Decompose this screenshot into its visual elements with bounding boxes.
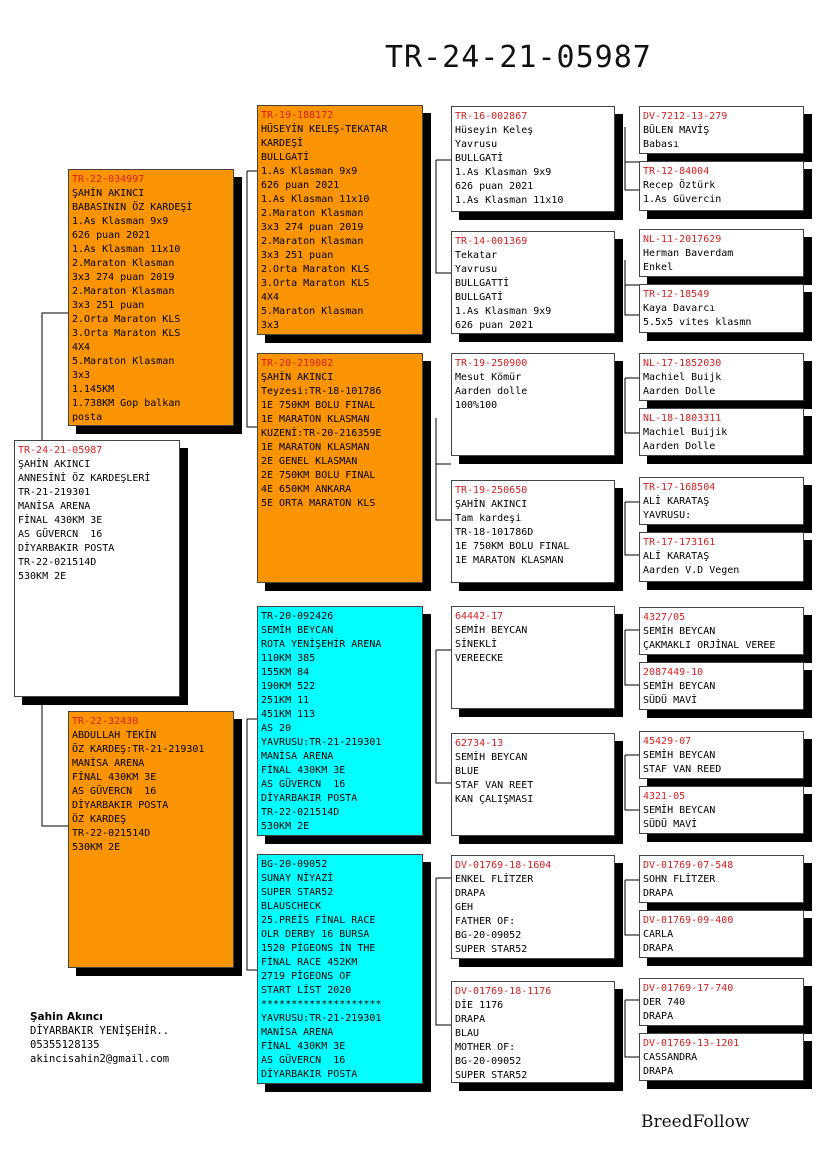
box-line: DİE 1176: [455, 1000, 504, 1011]
box-line: 1.145KM: [72, 384, 115, 395]
box-line: DRAPA: [643, 1066, 674, 1077]
box-line: 3x3 251 puan: [261, 250, 334, 261]
box-line: 1E 750KM BOLU FINAL: [261, 400, 376, 411]
box-line: Aarden dolle: [455, 386, 528, 397]
box-line: CASSANDRA: [643, 1052, 698, 1063]
box-line: TR-22-021514D: [72, 828, 151, 839]
box-line: BLAU: [455, 1028, 480, 1039]
pedigree-box-g6[interactable]: [639, 408, 804, 456]
box-line: ALİ KARATAŞ: [643, 496, 710, 507]
ring-number: DV-01769-18-1176: [455, 986, 552, 997]
pedigree-box-g4[interactable]: [639, 284, 804, 333]
box-line: Enkel: [643, 262, 674, 273]
ring-number: 62734-13: [455, 738, 504, 749]
ring-number: 4321-05: [643, 791, 686, 802]
box-line: DRAPA: [455, 1014, 486, 1025]
box-line: ŞAHİN AKINCI: [18, 459, 91, 470]
pedigree-box-ssd[interactable]: [451, 231, 615, 334]
box-line: 1.738KM Gop balkan: [72, 398, 181, 409]
pedigree-box-dsd[interactable]: [451, 733, 615, 836]
box-line: DİYARBAKIR POSTA: [261, 793, 358, 804]
box-line: SOHN FLİTZER: [643, 874, 716, 885]
box-line: 1.As Klasman 11x10: [455, 195, 564, 206]
pedigree-box-sdd[interactable]: [451, 480, 615, 583]
box-line: Machiel Buijik: [643, 427, 728, 438]
box-line: 5.Maraton Klasman: [72, 356, 175, 367]
box-line: MANİSA ARENA: [72, 758, 145, 769]
box-line: KAN ÇALIŞMASI: [455, 794, 534, 805]
box-line: FATHER OF:: [455, 916, 516, 927]
pedigree-box-subject[interactable]: [14, 440, 180, 697]
pedigree-box-g9[interactable]: [639, 607, 804, 655]
ring-number: TR-24-21-05987: [18, 445, 103, 456]
box-line: Mesut Kömür: [455, 372, 522, 383]
box-line: MANİSA ARENA: [18, 501, 91, 512]
box-line: Teyzesi:TR-18-101786: [261, 386, 382, 397]
box-line: Hüseyin Keleş: [455, 125, 534, 136]
box-line: TR-21-219301: [18, 487, 91, 498]
ring-number: TR-22-034997: [72, 174, 145, 185]
pedigree-box-g12[interactable]: [639, 786, 804, 834]
box-line: DRAPA: [643, 888, 674, 899]
box-line: 2.Maraton Klasman: [261, 236, 364, 247]
box-line: 5.Maraton Klasman: [261, 306, 364, 317]
pedigree-box-dam-dam[interactable]: [257, 854, 423, 1084]
box-line: DİYARBAKIR POSTA: [261, 1069, 358, 1080]
box-line: BLAUSCHECK: [261, 901, 322, 912]
ring-number: DV-01769-13-1201: [643, 1038, 740, 1049]
owner-phone: 05355128135: [30, 1039, 100, 1051]
box-line: 530KM 2E: [18, 571, 67, 582]
owner-name: Şahin Akıncı: [30, 1011, 103, 1023]
box-line: YAVRUSU:TR-21-219301: [261, 737, 382, 748]
box-line: 110KM 385: [261, 653, 316, 664]
pedigree-box-g15[interactable]: [639, 978, 804, 1026]
ring-number: TR-19-250900: [455, 358, 528, 369]
ring-number: TR-12-18549: [643, 289, 710, 300]
ring-number: TR-17-168504: [643, 482, 716, 493]
box-line: 25.PREİS FİNAL RACE: [261, 915, 376, 926]
box-line: ÖZ KARDEŞ: [72, 814, 127, 825]
box-line: 1E MARATON KLASMAN: [455, 555, 564, 566]
ring-number: TR-22-32430: [72, 716, 139, 727]
box-line: FİNAL RACE 452KM: [261, 957, 358, 968]
box-line: ÖZ KARDEŞ:TR-21-219301: [72, 744, 205, 755]
box-line: TR-22-021514D: [261, 807, 340, 818]
ring-number: TR-14-001369: [455, 236, 528, 247]
box-line: SUPER STAR52: [261, 887, 334, 898]
ring-number: TR-16-002867: [455, 111, 528, 122]
box-line: ŞAHİN AKINCI: [72, 188, 145, 199]
box-line: STAF VAN REED: [643, 764, 722, 775]
box-line: 2E GENEL KLASMAN: [261, 456, 358, 467]
box-line: 3x3 274 puan 2019: [72, 272, 175, 283]
box-line: 3x3 274 puan 2019: [261, 222, 364, 233]
ring-number: NL-11-2017629: [643, 234, 722, 245]
box-line: Babası: [643, 139, 680, 150]
box-line: BULLGATTİ: [455, 278, 510, 289]
box-line: ********************: [261, 999, 382, 1010]
ring-number: TR-19-188172: [261, 110, 334, 121]
box-line: 2.Maraton Klasman: [72, 286, 175, 297]
box-line: BG-20-09052: [455, 1056, 522, 1067]
box-line: SUPER STAR52: [455, 944, 528, 955]
box-line: HÜSEYİN KELEŞ-TEKATAR: [261, 124, 388, 135]
box-line: ABDULLAH TEKİN: [72, 730, 157, 741]
box-line: SUNAY NİYAZİ: [261, 873, 334, 884]
ring-number: DV-7212-13-279: [643, 111, 728, 122]
box-line: 2.Orta Maraton KLS: [72, 314, 181, 325]
box-line: Yavrusu: [455, 264, 498, 275]
box-line: AS GÜVERCN 16: [72, 786, 157, 797]
box-line: 1E MARATON KLASMAN: [261, 414, 370, 425]
box-line: DER 740: [643, 997, 686, 1008]
box-line: Recep Öztürk: [643, 180, 716, 191]
box-line: Aarden Dolle: [643, 386, 716, 397]
box-line: GEH: [455, 902, 474, 913]
box-line: DİYARBAKIR POSTA: [18, 543, 115, 554]
pedigree-box-dam[interactable]: [68, 711, 234, 968]
ring-number: TR-19-250650: [455, 485, 528, 496]
box-line: 3x3 251 puan: [72, 300, 145, 311]
box-line: 1.As Klasman 9x9: [455, 167, 552, 178]
box-line: STAF VAN REET: [455, 780, 534, 791]
box-line: YAVRUSU:TR-21-219301: [261, 1013, 382, 1024]
box-line: DRAPA: [643, 943, 674, 954]
box-line: 2E 750KM BOLU FINAL: [261, 470, 376, 481]
box-line: 100%100: [455, 400, 498, 411]
box-line: DİYARBAKIR POSTA: [72, 800, 169, 811]
box-line: 3.Orta Maraton KLS: [261, 278, 370, 289]
box-line: SEMİH BEYCAN: [643, 805, 716, 816]
box-line: ALİ KARATAŞ: [643, 551, 710, 562]
pedigree-box-g7[interactable]: [639, 477, 804, 525]
box-line: FİNAL 430KM 3E: [261, 765, 346, 776]
box-line: 626 puan 2021: [261, 180, 340, 191]
pedigree-box-sire-sire[interactable]: [257, 105, 423, 335]
box-line: VEREECKE: [455, 653, 504, 664]
box-line: BULLGATİ: [455, 292, 504, 303]
ring-number: DV-01769-09-400: [643, 915, 734, 926]
box-line: BÜLEN MAVİŞ: [643, 125, 710, 136]
owner-location: DİYARBAKIR YENİŞEHİR..: [30, 1025, 170, 1037]
box-line: Aarden Dolle: [643, 441, 716, 452]
box-line: FİNAL 430KM 3E: [261, 1041, 346, 1052]
ring-number: TR-12-84004: [643, 166, 710, 177]
box-line: KARDEŞİ: [261, 138, 304, 149]
ring-number: 4327/05: [643, 612, 686, 623]
box-line: BABASININ ÖZ KARDEŞİ: [72, 202, 193, 213]
box-line: ÇAKMAKLI ORJİNAL VEREE: [643, 640, 776, 651]
box-line: AS GÜVERCN 16: [261, 1055, 346, 1066]
box-line: 5E ORTA MARATON KLS: [261, 498, 376, 509]
box-line: AS GÜVERCN 16: [261, 779, 346, 790]
box-line: 1E MARATON KLASMAN: [261, 442, 370, 453]
box-line: 2.Orta Maraton KLS: [261, 264, 370, 275]
box-line: SEMİH BEYCAN: [261, 625, 334, 636]
ring-number: BG-20-09052: [261, 859, 328, 870]
box-line: 3.Orta Maraton KLS: [72, 328, 181, 339]
ring-number: NL-17-1852030: [643, 358, 722, 369]
owner-contact: [30, 1010, 169, 1066]
box-line: Tekatar: [455, 250, 498, 261]
box-line: 2719 PİGEONS OF: [261, 971, 352, 982]
box-line: TR-18-101786D: [455, 527, 534, 538]
pedigree-box-dam-sire[interactable]: [257, 606, 423, 836]
box-line: SİNEKLİ: [455, 639, 498, 650]
box-line: Machiel Buijk: [643, 372, 722, 383]
pedigree-box-g8[interactable]: [639, 532, 804, 582]
box-line: CARLA: [643, 929, 674, 940]
owner-email: akincisahin2@gmail.com: [30, 1053, 170, 1065]
box-line: SEMİH BEYCAN: [455, 752, 528, 763]
box-line: Kaya Davarcı: [643, 303, 716, 314]
box-line: SEMİH BEYCAN: [455, 625, 528, 636]
box-line: 190KM 522: [261, 681, 316, 692]
box-line: START LİST 2020: [261, 985, 352, 996]
box-line: 1.As Klasman 9x9: [455, 306, 552, 317]
box-line: FİNAL 430KM 3E: [18, 515, 103, 526]
box-line: 530KM 2E: [72, 842, 121, 853]
box-line: 2.Maraton Klasman: [261, 208, 364, 219]
pedigree-box-g16[interactable]: [639, 1033, 804, 1081]
box-line: 451KM 113: [261, 709, 316, 720]
box-line: 1520 PİGEONS İN THE: [261, 943, 376, 954]
box-line: 3x3: [72, 370, 91, 381]
pedigree-box-sss[interactable]: [451, 106, 615, 212]
ring-number: TR-17-173161: [643, 537, 716, 548]
box-line: MANİSA ARENA: [261, 751, 334, 762]
pedigree-box-sire[interactable]: [68, 169, 234, 426]
box-line: 626 puan 2021: [455, 181, 534, 192]
box-line: SEMİH BEYCAN: [643, 626, 716, 637]
pedigree-box-g14[interactable]: [639, 910, 804, 958]
box-line: BG-20-09052: [455, 930, 522, 941]
box-line: BULLGATİ: [261, 152, 310, 163]
ring-number: DV-01769-07-548: [643, 860, 734, 871]
pedigree-box-g2[interactable]: [639, 161, 804, 211]
box-line: 4E 650KM ANKARA: [261, 484, 352, 495]
box-line: 251KM 11: [261, 695, 310, 706]
pedigree-box-g13[interactable]: [639, 855, 804, 903]
box-line: posta: [72, 412, 103, 423]
box-line: 2.Maraton Klasman: [72, 258, 175, 269]
box-line: Tam kardeşi: [455, 513, 522, 524]
ring-number: TR-20-219082: [261, 358, 334, 369]
box-line: 626 puan 2021: [455, 320, 534, 331]
ring-number: 2087449-10: [643, 667, 704, 678]
box-line: AS 20: [261, 723, 292, 734]
box-line: DRAPA: [643, 1011, 674, 1022]
box-line: YAVRUSU:: [643, 510, 692, 521]
box-line: 1.As Klasman 11x10: [261, 194, 370, 205]
box-line: BULLGATİ: [455, 153, 504, 164]
pedigree-box-sire-dam[interactable]: [257, 353, 423, 583]
box-line: 4X4: [72, 342, 91, 353]
pedigree-box-ddd[interactable]: [451, 981, 615, 1083]
pedigree-box-dds[interactable]: [451, 855, 615, 959]
box-line: SUPER STAR52: [455, 1070, 528, 1081]
ring-number: DV-01769-18-1604: [455, 860, 552, 871]
pedigree-box-g1[interactable]: [639, 106, 804, 154]
box-line: Herman Baverdam: [643, 248, 734, 259]
brand-logo-text: BreedFollow: [641, 1112, 750, 1132]
pedigree-box-g11[interactable]: [639, 731, 804, 779]
box-line: 1.As Klasman 9x9: [72, 216, 169, 227]
box-line: DRAPA: [455, 888, 486, 899]
box-line: 1.As Klasman 9x9: [261, 166, 358, 177]
box-line: TR-22-021514D: [18, 557, 97, 568]
box-line: BLUE: [455, 766, 480, 777]
box-line: 1.As Klasman 11x10: [72, 244, 181, 255]
box-line: SEMİH BEYCAN: [643, 681, 716, 692]
box-line: Aarden V.D Vegen: [643, 565, 740, 576]
box-line: 4X4: [261, 292, 280, 303]
pedigree-box-dss[interactable]: [451, 606, 615, 709]
box-line: 626 puan 2021: [72, 230, 151, 241]
pedigree-box-sds[interactable]: [451, 353, 615, 456]
box-line: ŞAHİN AKINCI: [455, 499, 528, 510]
box-line: MOTHER OF:: [455, 1042, 516, 1053]
box-line: SÜDÜ MAVİ: [643, 819, 698, 830]
box-line: 3x3: [261, 320, 280, 331]
box-line: SÜDÜ MAVİ: [643, 695, 698, 706]
box-line: AS GÜVERCN 16: [18, 529, 103, 540]
ring-number: NL-18-1803311: [643, 413, 722, 424]
box-line: 530KM 2E: [261, 821, 310, 832]
box-line: ROTA YENİŞEHİR ARENA: [261, 639, 382, 650]
box-line: 1.As Güvercin: [643, 194, 722, 205]
box-line: MANİSA ARENA: [261, 1027, 334, 1038]
box-line: 155KM 84: [261, 667, 310, 678]
box-line: ENKEL FLİTZER: [455, 874, 534, 885]
pedigree-box-g5[interactable]: [639, 353, 804, 401]
box-line: ANNESİNİ ÖZ KARDEŞLERİ: [18, 473, 151, 484]
box-line: KUZENİ:TR-20-216359E: [261, 428, 382, 439]
pedigree-box-g3[interactable]: [639, 229, 804, 277]
ring-number: 45429-07: [643, 736, 692, 747]
box-line: Yavrusu: [455, 139, 498, 150]
box-line: SEMİH BEYCAN: [643, 750, 716, 761]
ring-number: TR-20-092426: [261, 611, 334, 622]
pedigree-box-g10[interactable]: [639, 662, 804, 710]
box-line: FİNAL 430KM 3E: [72, 772, 157, 783]
pedigree-title: TR-24-21-05987: [385, 40, 652, 75]
box-line: 5.5x5 vites klasmn: [643, 317, 752, 328]
ring-number: 64442-17: [455, 611, 504, 622]
ring-number: DV-01769-17-740: [643, 983, 734, 994]
box-line: OLR DERBY 16 BURSA: [261, 929, 370, 940]
box-line: ŞAHİN AKINCI: [261, 372, 334, 383]
box-line: 1E 750KM BOLU FINAL: [455, 541, 570, 552]
